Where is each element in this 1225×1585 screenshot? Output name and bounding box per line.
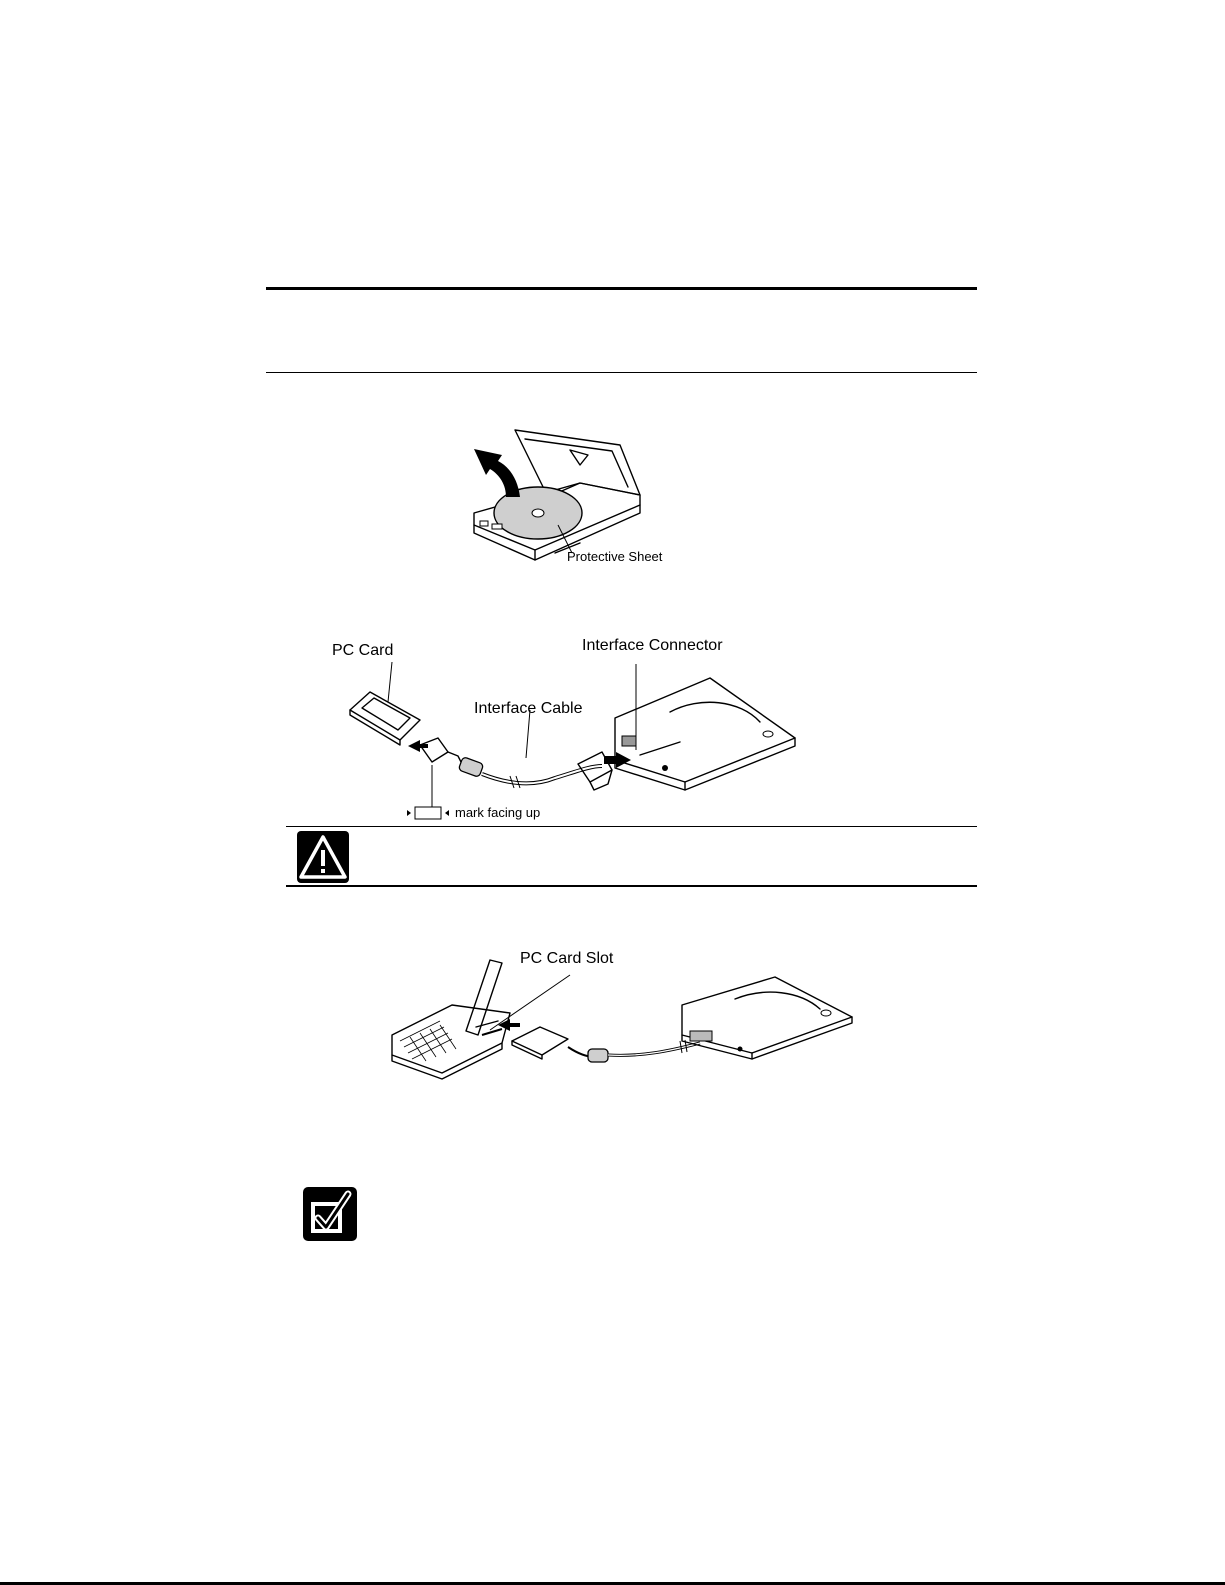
mark-facing-up-label: mark facing up bbox=[455, 805, 541, 820]
pc-card-label: PC Card bbox=[332, 642, 394, 659]
caution-rule-top bbox=[286, 826, 977, 827]
mark-symbol-icon bbox=[406, 805, 450, 821]
protective-sheet-label: Protective Sheet bbox=[567, 549, 663, 564]
pc-card-slot-label: PC Card Slot bbox=[520, 950, 614, 967]
interface-cable-label: Interface Cable bbox=[474, 700, 583, 717]
figure-pc-card-slot bbox=[390, 955, 860, 1085]
header-rule-top bbox=[266, 287, 977, 290]
checkmark-icon bbox=[302, 1186, 358, 1242]
figure-interface-cable bbox=[340, 660, 810, 810]
header-rule-bottom bbox=[266, 372, 977, 373]
caution-icon bbox=[296, 830, 350, 884]
caution-rule-bottom bbox=[286, 885, 977, 887]
interface-connector-label: Interface Connector bbox=[582, 637, 723, 654]
